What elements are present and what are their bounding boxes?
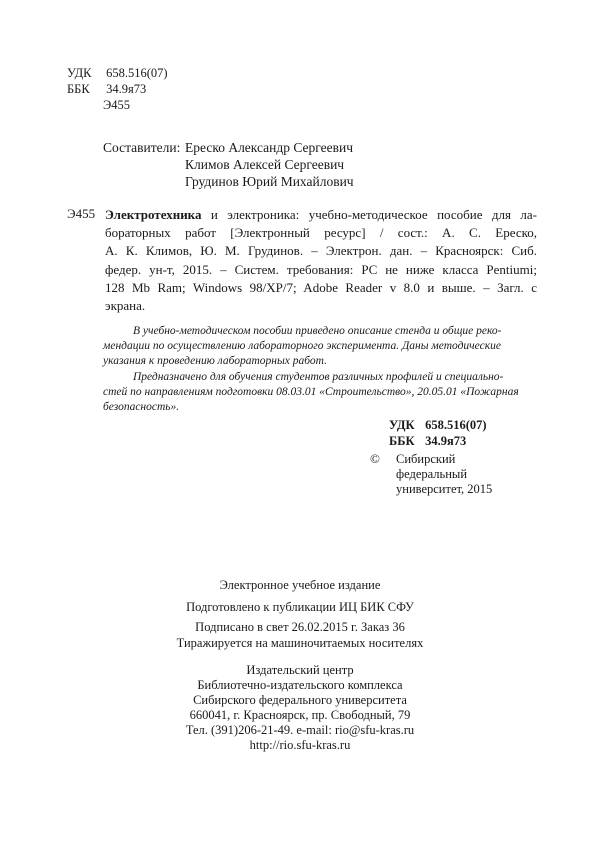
annotation-line: указания к проведению лабораторных работ. xyxy=(103,354,327,367)
bbk-label: ББК xyxy=(67,82,90,96)
bib-line: А. К. Климов, Ю. М. Грудинов. – Электрон. дан. – Красноярск: Сиб. xyxy=(105,243,537,259)
udk-value: 658.516(07) xyxy=(425,418,487,432)
bib-line: федер. ун-т, 2015. – Систем. требования: PC не ниже класса Pentiumi; xyxy=(105,261,537,277)
bib-line: Электротехника и электроника: учебно-методическое пособие для ла- xyxy=(105,207,537,222)
annotation-line: безопасность». xyxy=(103,400,180,413)
udk-value: 658.516(07) xyxy=(106,66,168,80)
bbk-value: 34.9я73 xyxy=(425,434,467,448)
bbk-value: 34.9я73 xyxy=(106,82,147,96)
copyright-icon: © xyxy=(370,451,380,466)
bib-line: 128 Mb Ram; Windows 98/XP/7; Adobe Reader v 8.0 и выше. – Загл. с xyxy=(105,279,537,295)
bibliographic-record xyxy=(105,206,537,315)
publisher-line: Библиотечно-издательского комплекса xyxy=(197,678,403,692)
book-title: Электротехника xyxy=(105,207,202,222)
author-sign: Э455 xyxy=(103,98,131,112)
copyright-line: университет, 2015 xyxy=(396,482,493,496)
bbk-row xyxy=(67,82,146,97)
publisher-line: Издательский центр xyxy=(246,663,354,677)
bib-author-sign: Э455 xyxy=(67,206,96,221)
publisher-address: 660041, г. Красноярск, пр. Свободный, 79 xyxy=(189,708,411,722)
compilers-label: Составители: xyxy=(103,140,181,155)
annotation-line: В учебно-методическом пособии приведено описание стенда и общие реко- xyxy=(133,325,502,337)
publisher-website: http://rio.sfu-kras.ru xyxy=(249,738,351,752)
annotation-line: Предназначено для обучения студентов различных профилей и специально- xyxy=(133,371,504,383)
udk-row xyxy=(67,66,168,81)
annotation-line: мендации по осуществлению лабораторного эксперимента. Даны методические xyxy=(103,339,501,352)
compiler-name: Климов Алексей Сергеевич xyxy=(185,157,345,172)
udk-row-repeat xyxy=(389,418,487,433)
distribution: Тиражируется на машиночитаемых носителях xyxy=(176,636,424,650)
bbk-row-repeat xyxy=(389,434,466,449)
publisher-line: Сибирского федерального университета xyxy=(193,693,407,707)
prepared-by: Подготовлено к публикации ИЦ БИК СФУ xyxy=(186,600,414,614)
annotation-paragraph xyxy=(103,324,537,368)
annotation-line: стей по направлениям подготовки 08.03.01 «Строительство», 20.05.01 «Пожарная xyxy=(103,385,519,398)
publisher-contacts: Тел. (391)206-21-49. e-mail: rio@sfu-kras.ru xyxy=(185,723,415,737)
bib-line: бораторных работ [Электронный ресурс] / сост.: А. С. Ереско, xyxy=(105,225,537,241)
annotation-paragraph xyxy=(103,370,537,414)
udk-label: УДК xyxy=(67,66,92,80)
edition-type: Электронное учебное издание xyxy=(219,578,381,592)
udk-label: УДК xyxy=(389,418,415,432)
copyright-line: Сибирский xyxy=(396,452,456,466)
copyright-line: федеральный xyxy=(396,467,468,481)
compiler-name: Грудинов Юрий Михайлович xyxy=(185,174,354,189)
signed-date: Подписано в свет 26.02.2015 г. Заказ 36 xyxy=(195,620,405,634)
bbk-label: ББК xyxy=(389,434,415,448)
bib-line: экрана. xyxy=(105,298,146,314)
compiler-name: Ереско Александр Сергеевич xyxy=(185,140,354,155)
